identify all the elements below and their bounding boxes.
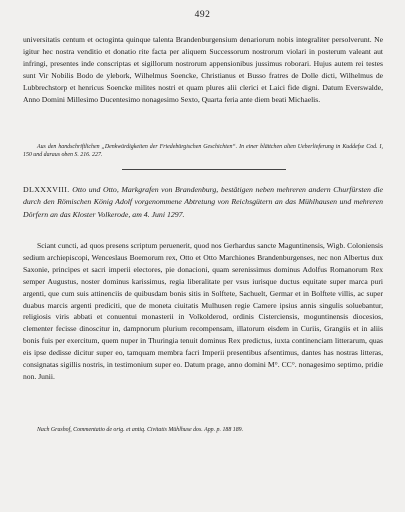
document-2-heading-text: Otto und Otto, Markgrafen von Brandenburg, bestätigen neben mehreren andern Churfürsten die durch den Römischen König Adolf vorgenommene Abtretung von Reichsgütern an das Mühlhausen und mehreren Dörfern an das Kloster Volkerode, am 4. Juni 1297. <box>23 185 384 219</box>
document-2-heading <box>23 184 383 221</box>
document-1-body-block <box>23 34 383 105</box>
document-2-heading-block <box>23 184 383 221</box>
document-2-number: DLXXXVIII. <box>23 185 70 194</box>
document-2-body: Sciant cuncti, ad quos presens scriptum peruenerit, quod nos Gerhardus sancte Maguntinensis, Wigb. Coloniensis sedium archiepiscopi, Wenceslaus Boemorum rex, Otto et Otto Marchiones Brandenburgenses, nec non Albertus dux Saxonie, principes et sacri imperii electores, pie donacioni, quam serenissimus dominus Adolfus Romanorum Rex semper Augustus, noster dominus karissimus, regia liberalitate per vsus iurisque ductus equitate super marca puri argenti, que cum suis attinenciis de quibusdam bonis sitis in Solftete, Sachuelt, Germar et in Bolftete villis, ac super duabus marcis argenti prediciti, que de moneta ciuitatis Mulhusen regie Camere ipsius annis singulis soluebantur, religiosis viris abbati et conuentui monasterii in Volkolderod, ordinis Cisterciensis, moguntinensis diocesios, clementer fecisse dinoscitur in, dampnorum plurium recompensam, illatorum eisdem in Curiis, Grangiis et in aliis bonis fuis per exercitum, quem nuper in Thuringia tenuit dominus Rex predictus, iuxta continenciam litterarum, quas eis ipse dedisse dicitur super eo, tamquam membra facri Imperii presentibus afsentimus, dantes has nostras litteras, consignatas sigillis nostris, in testimonium super eo. Datum prage, anno domini M°. CC°. nonagesimo septimo, pridie non. Junii. <box>23 241 383 381</box>
document-2-source-note: Nach Grashof, Commentatio de orig. et antiq. Civitatis Mühlhuse dos. App. p. 188 189. <box>37 427 244 433</box>
document-1-source-note: Aus den handschriftlichen „Denkwürdigkeiten der Friedebürgischen Geschichten“. In einer blättchen alten Ueberlieferung in Kuddefse Cod. I, 150 und daraus oben S. 216. 227. <box>23 144 383 158</box>
document-1-body: universitatis centum et octoginta quinque talenta Brandenburgensium denariorum nobis integraliter persolverunt. Ne igitur hec nostra venditio et donatio rite facta per aliquem Successorum nostrorum violari in posterum valeant aut infringi, presentes inde conscriptas et sigillorum nostrorum appensionibus jussimus roborari. Hujus autem rei testes sunt Vir Nobilis Bodo de ylebork, Wilhelmus Soencke, Christianus et Busso fratres de Dolle dicti, Wilhelmus de Lubbrechstorp et henricus Soencke milites nostri et quam plures alii clerici et Laici fide digni. Datum Everswalde, Anno Domini Millesimo Ducentesimo nonagesimo Sexto, Quarta feria ante diem beati Michaelis. <box>23 35 383 104</box>
section-divider <box>122 169 286 170</box>
page-number: 492 <box>194 10 211 20</box>
document-2-note-block <box>23 426 383 434</box>
document-2-body-block <box>23 240 383 383</box>
document-1-note-block <box>23 143 383 159</box>
